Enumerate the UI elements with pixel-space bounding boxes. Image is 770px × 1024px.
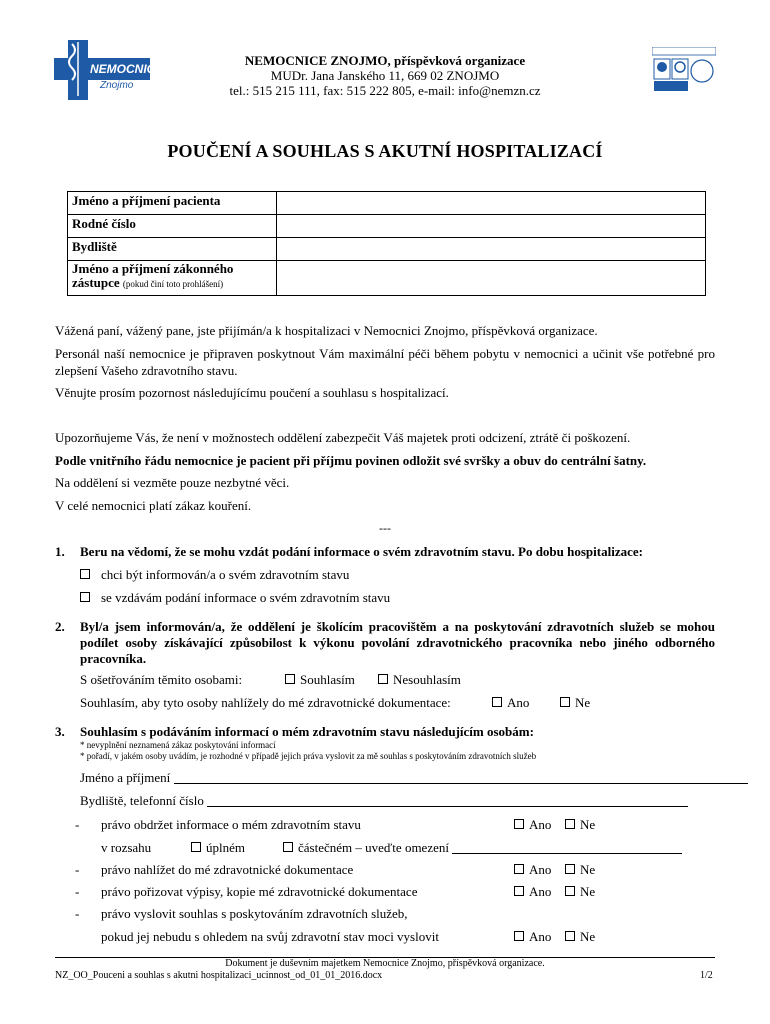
residence-label: Bydliště [68, 238, 277, 261]
right-records-label: právo nahlížet do mé zdravotnické dokumentace [101, 862, 354, 877]
checkbox[interactable] [514, 931, 524, 941]
address-field[interactable] [207, 794, 688, 807]
section3-text: Souhlasím s podáváním informací o mém zdravotním stavu následujícím osobám: [80, 724, 534, 739]
section2-row2-label: Souhlasím, aby tyto osoby nahlížely do mé zdravotnické dokumentace: [80, 695, 451, 710]
bullet-dash: - [75, 906, 80, 921]
hospital-logo [54, 40, 164, 100]
patient-name-label: Jméno a příjmení pacienta [68, 192, 277, 215]
option-label: Ano [529, 884, 552, 899]
right-consent-label-1: právo vyslovit souhlas s poskytováním zdravotních služeb, [101, 906, 408, 921]
section2-records-no[interactable] [560, 695, 590, 711]
scope-label: v rozsahu [101, 840, 152, 855]
guardian-label-line1: Jméno a příjmení zákonného [72, 261, 234, 276]
checkbox[interactable] [285, 674, 295, 684]
right-copies-yes[interactable] [514, 884, 551, 900]
separator: --- [379, 521, 391, 535]
intro-property-warning: Upozorňujeme Vás, že není v možnostech oddělení zabezpečit Váš majetek proti odcizení, ztrátě či poškození. [55, 430, 631, 445]
intro-greeting: Vážená paní, vážený pane, jste přijímán/a k hospitalizaci v Nemocnici Znojmo, příspěvková organizace. [55, 323, 598, 338]
right-records-yes[interactable] [514, 862, 551, 878]
checkbox[interactable] [191, 842, 201, 852]
section1-option-informed[interactable] [80, 567, 349, 583]
footer-filename: NZ_OO_Pouceni a souhlas s akutni hospitalizaci_ucinnost_od_01_01_2016.docx [55, 970, 383, 981]
option-label: se vzdávám podání informace o svém zdravotním stavu [101, 590, 391, 605]
scope-limit-field[interactable] [452, 841, 682, 854]
right-info-label: právo obdržet informace o mém zdravotním stavu [101, 817, 361, 832]
checkbox[interactable] [565, 819, 575, 829]
section2-number: 2. [55, 619, 65, 634]
patient-name-field[interactable] [277, 192, 706, 215]
org-address: MUDr. Jana Janského 11, 669 02 ZNOJMO [270, 68, 500, 83]
section3-note1: * nevyplnění neznamená zákaz poskytování informací [80, 740, 276, 750]
bullet-dash: - [75, 884, 80, 899]
checkbox[interactable] [514, 819, 524, 829]
option-label: Ne [580, 817, 596, 832]
option-label: úplném [206, 840, 245, 855]
logo-subtext: Znojmo [100, 80, 134, 91]
scope-full-option[interactable] [191, 840, 245, 856]
residence-field[interactable] [277, 238, 706, 261]
option-label: Ano [529, 929, 552, 944]
option-label: částečném – uveďte omezení [298, 840, 449, 855]
certification-logos [652, 47, 716, 95]
option-label: Ne [575, 695, 591, 710]
option-label: Nesouhlasím [393, 672, 461, 687]
guardian-label [68, 261, 277, 296]
section2-row1-label: S ošetřováním těmito osobami: [80, 672, 243, 687]
birth-number-label: Rodné číslo [68, 215, 277, 238]
name-field[interactable] [174, 771, 748, 784]
checkbox[interactable] [514, 886, 524, 896]
option-label: Ano [529, 862, 552, 877]
section2-consent-option[interactable] [285, 672, 355, 688]
right-consent-yes[interactable] [514, 929, 551, 945]
section1-option-waive[interactable] [80, 590, 390, 606]
checkbox[interactable] [80, 592, 90, 602]
checkbox[interactable] [378, 674, 388, 684]
birth-number-field[interactable] [277, 215, 706, 238]
option-label: Souhlasím [300, 672, 355, 687]
checkbox[interactable] [492, 697, 502, 707]
intro-paragraph-care: Personál naší nemocnice je připraven poskytnout Vám maximální péči během pobytu v nemocnici a učinit vše potřebné pro zlepšení Vašeho zdravotního stavu. [55, 346, 715, 378]
option-label: chci být informován/a o svém zdravotním stavu [101, 567, 350, 582]
checkbox[interactable] [565, 864, 575, 874]
section3-note2: * pořadí, v jakém osoby uvádím, je rozhodné v případě jejich práva vyslovit za mě souhlas s poskytováním zdravotních služeb [80, 751, 537, 761]
option-label: Ano [529, 817, 552, 832]
section3-number: 3. [55, 724, 65, 739]
checkbox[interactable] [560, 697, 570, 707]
checkbox[interactable] [565, 931, 575, 941]
address-row [80, 793, 688, 809]
guardian-note: (pokud činí toto prohlášení) [122, 279, 224, 289]
section1-text: Beru na vědomí, že se mohu vzdát podání informace o svém zdravotním stavu. Po dobu hospitalizace: [80, 544, 643, 559]
right-copies-no[interactable] [565, 884, 595, 900]
org-contact: tel.: 515 215 111, fax: 515 222 805, e-mail: info@nemzn.cz [229, 83, 541, 98]
name-label: Jméno a příjmení [80, 770, 171, 785]
intro-wardrobe-rule: Podle vnitřního řádu nemocnice je pacient při příjmu povinen odložit své svršky a obuv do centrální šatny. [55, 453, 647, 468]
page-number: 1/2 [700, 970, 713, 981]
bullet-dash: - [75, 862, 80, 877]
right-copies-label: právo pořizovat výpisy, kopie mé zdravotnické dokumentace [101, 884, 418, 899]
guardian-label-line2: zástupce [72, 275, 120, 290]
logo-text: NEMOCNICE [90, 62, 164, 76]
guardian-field[interactable] [277, 261, 706, 296]
document-title: POUČENÍ A SOUHLAS S AKUTNÍ HOSPITALIZACÍ [167, 141, 603, 161]
scope-partial-option[interactable] [283, 840, 682, 856]
checkbox[interactable] [80, 569, 90, 579]
name-row [80, 770, 748, 786]
option-label: Ne [580, 884, 596, 899]
section2-records-yes[interactable] [492, 695, 529, 711]
footer-copyright: Dokument je duševním majetkem Nemocnice Znojmo, příspěvková organizace. [225, 958, 545, 969]
patient-info-table [67, 191, 706, 296]
checkbox[interactable] [514, 864, 524, 874]
right-consent-no[interactable] [565, 929, 595, 945]
org-name: NEMOCNICE ZNOJMO, příspěvková organizace [244, 53, 526, 68]
intro-belongings: Na oddělení si vezměte pouze nezbytné věci. [55, 475, 290, 490]
right-consent-label-2: pokud jej nebudu s ohledem na svůj zdravotní stav moci vyslovit [101, 929, 439, 944]
intro-no-smoking: V celé nemocnici platí zákaz kouření. [55, 498, 252, 513]
checkbox[interactable] [283, 842, 293, 852]
option-label: Ne [580, 862, 596, 877]
option-label: Ne [580, 929, 596, 944]
address-label: Bydliště, telefonní číslo [80, 793, 204, 808]
right-info-no[interactable] [565, 817, 595, 833]
bullet-dash: - [75, 817, 80, 832]
right-records-no[interactable] [565, 862, 595, 878]
checkbox[interactable] [565, 886, 575, 896]
section1-number: 1. [55, 544, 65, 559]
section2-text: Byl/a jsem informován/a, že oddělení je školícím pracovištěm a na poskytování zdravotních služeb se mohou podílet osoby získávající způsobilost k výkonu povolání zdravotnického pracovníka nebo jiného odborného pracovníka. [80, 619, 715, 666]
intro-paragraph-attention: Věnujte prosím pozornost následujícímu poučení a souhlasu s hospitalizací. [55, 385, 449, 400]
option-label: Ano [507, 695, 530, 710]
section2-decline-option[interactable] [378, 672, 461, 688]
right-info-yes[interactable] [514, 817, 551, 833]
